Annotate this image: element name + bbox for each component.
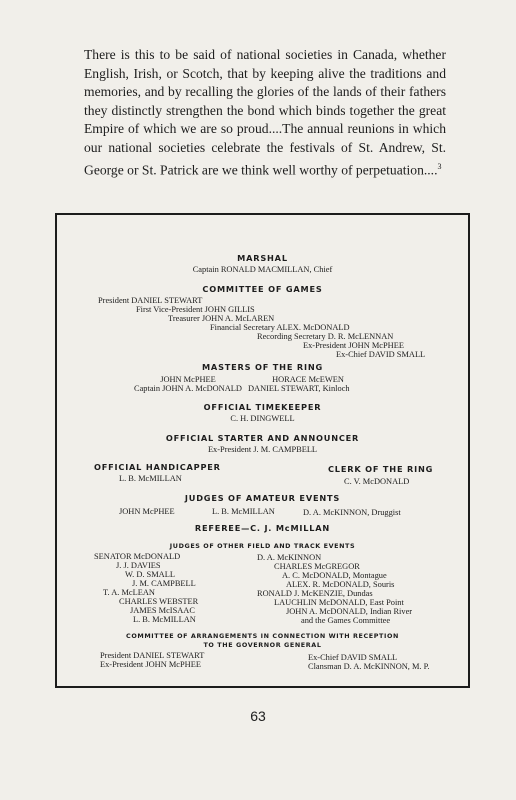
field-judge: J. J. DAVIES bbox=[116, 561, 161, 570]
page-number: 63 bbox=[250, 708, 266, 724]
field-judge: JOHN A. McDONALD, Indian River bbox=[286, 607, 413, 616]
footnote-marker: 3 bbox=[437, 161, 442, 171]
games-member: Ex-Chief DAVID SMALL bbox=[336, 350, 426, 359]
body-paragraph bbox=[84, 46, 446, 180]
ring-masters-heading: MASTERS OF THE RING bbox=[201, 362, 324, 372]
clerk-name: C. V. McDONALD bbox=[344, 477, 410, 486]
field-judge: and the Games Committee bbox=[301, 616, 391, 625]
reception-heading: TO THE GOVERNOR GENERAL bbox=[203, 641, 322, 649]
field-judge: SENATOR McDONALD bbox=[94, 552, 181, 561]
referee-line: REFEREE—C. J. McMILLAN bbox=[194, 523, 331, 533]
timekeeper-name: C. H. DINGWELL bbox=[230, 414, 295, 423]
marshal-name: Captain RONALD MACMILLAN, Chief bbox=[192, 265, 333, 274]
reception-member: President DANIEL STEWART bbox=[100, 651, 205, 660]
field-judge: A. C. McDONALD, Montague bbox=[282, 571, 387, 580]
starter-name: Ex-President J. M. CAMPBELL bbox=[207, 445, 318, 454]
field-judge: D. A. McKINNON bbox=[257, 553, 322, 562]
ring-master: HORACE McEWEN bbox=[272, 375, 344, 384]
games-member: Recording Secretary D. R. McLENNAN bbox=[257, 332, 394, 341]
amateur-judge: D. A. McKINNON, Druggist bbox=[303, 508, 401, 517]
amateur-judge: JOHN McPHEE bbox=[119, 507, 175, 516]
ring-master: DANIEL STEWART, Kinloch bbox=[248, 384, 350, 393]
reception-heading: COMMITTEE OF ARRANGEMENTS IN CONNECTION WITH RECEPTION bbox=[126, 632, 399, 640]
programme-box bbox=[55, 213, 470, 688]
games-member: President DANIEL STEWART bbox=[98, 296, 203, 305]
field-judges-heading: JUDGES OF OTHER FIELD AND TRACK EVENTS bbox=[169, 542, 356, 550]
reception-member: Ex-Chief DAVID SMALL bbox=[308, 653, 398, 662]
field-judge: CHARLES WEBSTER bbox=[119, 597, 199, 606]
amateur-judges-heading: JUDGES OF AMATEUR EVENTS bbox=[184, 493, 341, 503]
handicapper-name: L. B. McMILLAN bbox=[119, 474, 182, 483]
starter-heading: OFFICIAL STARTER AND ANNOUNCER bbox=[165, 433, 360, 443]
field-judge: T. A. McLEAN bbox=[103, 588, 155, 597]
field-judge: JAMES McISAAC bbox=[130, 606, 195, 615]
reception-member: Ex-President JOHN McPHEE bbox=[100, 660, 201, 669]
ring-master: JOHN McPHEE bbox=[160, 375, 216, 384]
field-judge: ALEX. R. McDONALD, Souris bbox=[286, 580, 395, 589]
paragraph-text: There is this to be said of national societies in Canada, whether English, Irish, or Scotch, that by keeping alive the traditions and memories, and by recalling the glories of the lands of their fathers they distinctly strengthen the bond which binds together the great Empire of which we are so proud....The annual reunions in which our national societies celebrate the festivals of St. Andrew, St. George or St. Patrick are we think well worthy of perpetuation.... bbox=[84, 47, 446, 178]
field-judge: LAUCHLIN McDONALD, East Point bbox=[274, 598, 404, 607]
field-judge: L. B. McMILLAN bbox=[133, 615, 196, 624]
marshal-heading: MARSHAL bbox=[237, 253, 288, 263]
amateur-judge: L. B. McMILLAN bbox=[212, 507, 275, 516]
timekeeper-heading: OFFICIAL TIMEKEEPER bbox=[203, 402, 322, 412]
clerk-heading: CLERK OF THE RING bbox=[328, 464, 434, 474]
games-member: Treasurer JOHN A. McLAREN bbox=[168, 314, 275, 323]
games-heading: COMMITTEE OF GAMES bbox=[202, 284, 323, 294]
handicapper-heading: OFFICIAL HANDICAPPER bbox=[94, 462, 221, 472]
field-judge: W. D. SMALL bbox=[125, 570, 175, 579]
games-member: First Vice-President JOHN GILLIS bbox=[136, 305, 255, 314]
field-judge: J. M. CAMPBELL bbox=[132, 579, 196, 588]
games-member: Financial Secretary ALEX. McDONALD bbox=[210, 323, 350, 332]
field-judge: RONALD J. McKENZIE, Dundas bbox=[257, 589, 373, 598]
ring-master: Captain JOHN A. McDONALD bbox=[134, 384, 242, 393]
field-judge: CHARLES McGREGOR bbox=[274, 562, 360, 571]
reception-member: Clansman D. A. McKINNON, M. P. bbox=[308, 662, 430, 671]
games-member: Ex-President JOHN McPHEE bbox=[303, 341, 404, 350]
